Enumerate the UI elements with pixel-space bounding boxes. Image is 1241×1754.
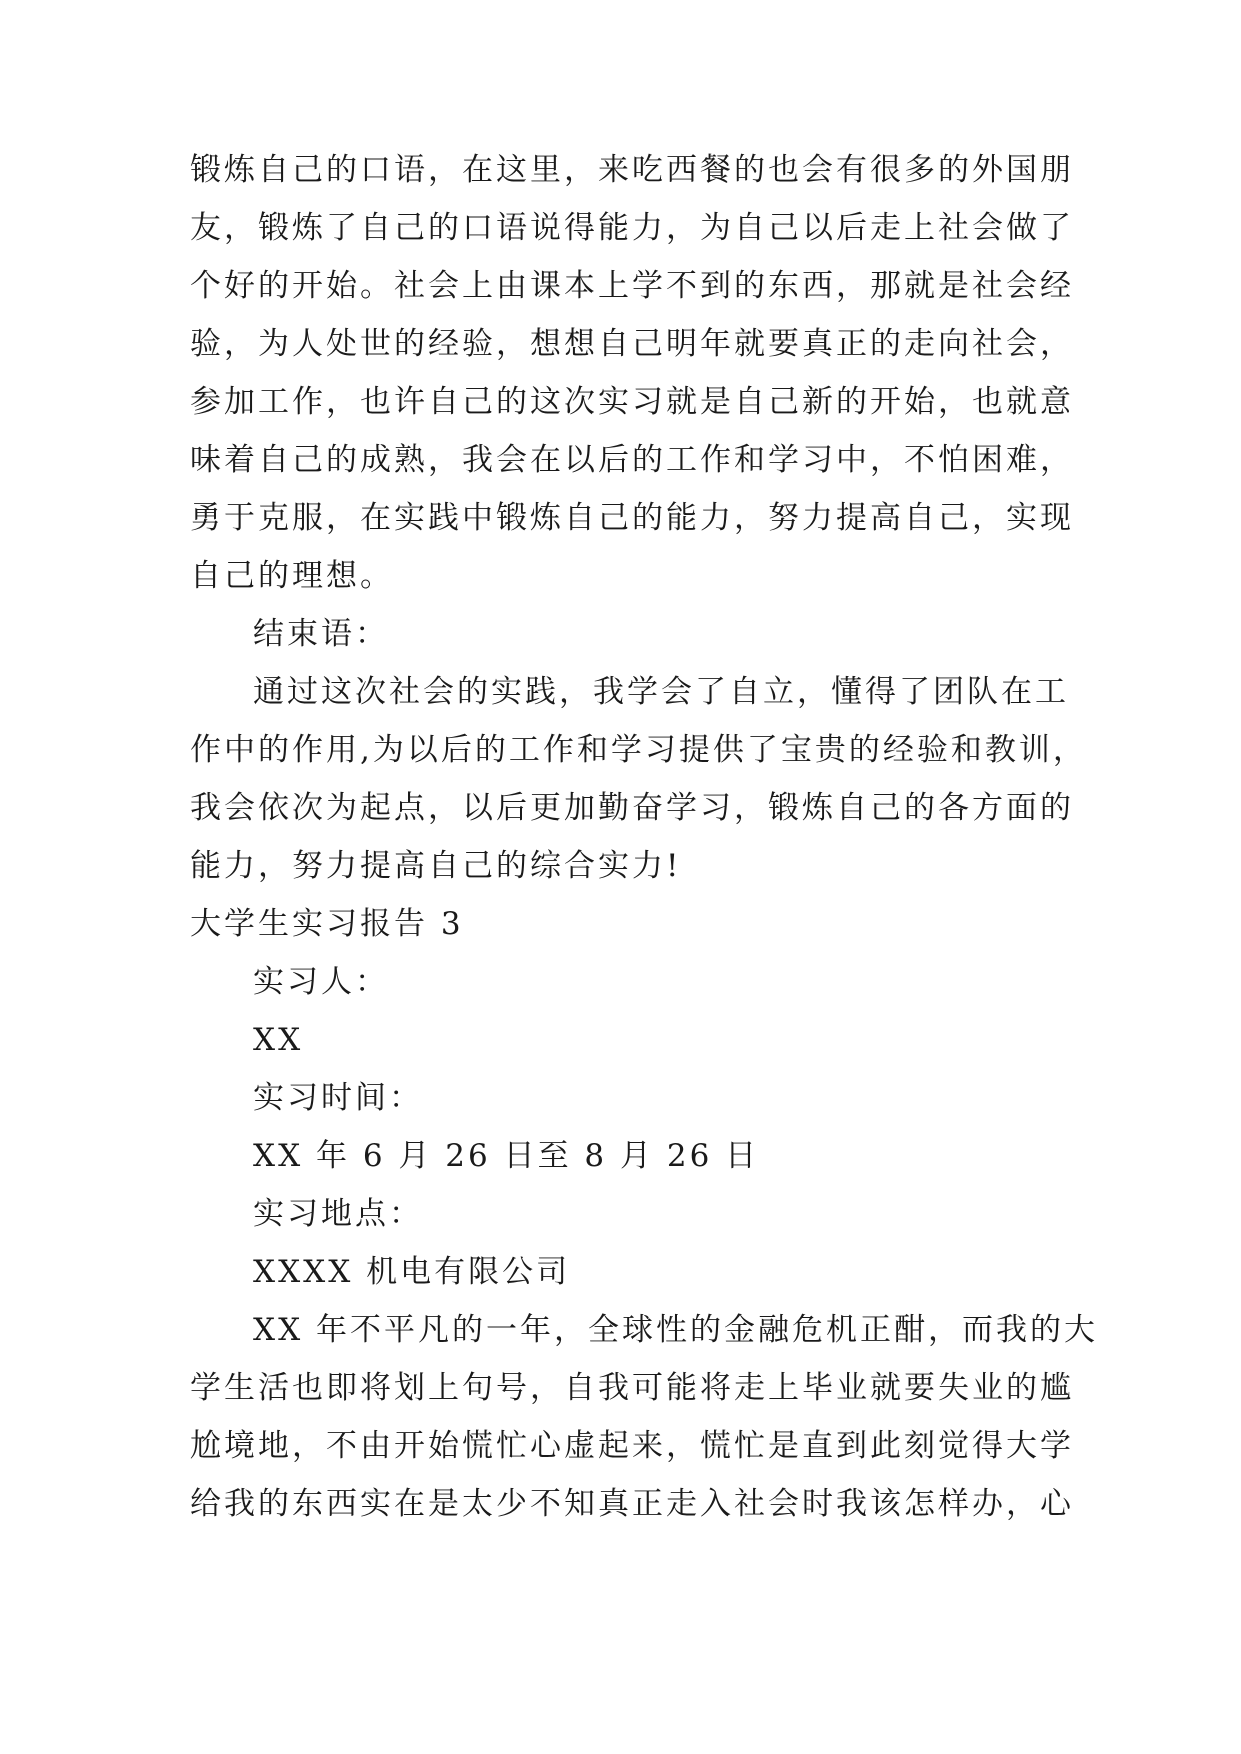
paragraph-line: 勇于克服，在实践中锻炼自己的能力，努力提高自己，实现 [190, 500, 1074, 536]
paragraph-line: 味着自己的成熟，我会在以后的工作和学习中，不怕困难， [190, 442, 1074, 478]
paragraph-line: 参加工作，也许自己的这次实习就是自己新的开始，也就意 [190, 384, 1074, 420]
field-value: XXXX 机电有限公司 [253, 1254, 571, 1290]
paragraph-line: 锻炼自己的口语，在这里，来吃西餐的也会有很多的外国朋 [190, 152, 1074, 188]
paragraph-line: 个好的开始。社会上由课本上学不到的东西，那就是社会经 [190, 268, 1074, 304]
field-label: 实习人： [253, 964, 389, 1000]
paragraph-line: 验，为人处世的经验，想想自己明年就要真正的走向社会， [190, 326, 1074, 362]
paragraph-line: 通过这次社会的实践，我学会了自立，懂得了团队在工 [253, 674, 1069, 710]
paragraph-line: 我会依次为起点，以后更加勤奋学习，锻炼自己的各方面的 [190, 790, 1074, 826]
paragraph-line: 给我的东西实在是太少不知真正走入社会时我该怎样办，心 [190, 1486, 1074, 1522]
paragraph-line: XX 年不平凡的一年，全球性的金融危机正酣，而我的大 [253, 1312, 1098, 1348]
paragraph-line: 友，锻炼了自己的口语说得能力，为自己以后走上社会做了 [190, 210, 1074, 246]
field-label: 实习地点： [253, 1196, 423, 1232]
paragraph-line: 自己的理想。 [190, 558, 394, 594]
paragraph-line: 尬境地，不由开始慌忙心虚起来，慌忙是直到此刻觉得大学 [190, 1428, 1074, 1464]
paragraph-line: 作中的作用,为以后的工作和学习提供了宝贵的经验和教训， [190, 732, 1087, 768]
field-label: 实习时间： [253, 1080, 423, 1116]
paragraph-line: 学生活也即将划上句号，自我可能将走上毕业就要失业的尴 [190, 1370, 1074, 1406]
field-value: XX [253, 1022, 304, 1058]
paragraph-line: 能力，努力提高自己的综合实力! [190, 848, 682, 884]
conclusion-heading: 结束语： [253, 616, 389, 652]
section-title: 大学生实习报告 3 [190, 906, 464, 942]
field-value: XX 年 6 月 26 日至 8 月 26 日 [253, 1138, 760, 1174]
